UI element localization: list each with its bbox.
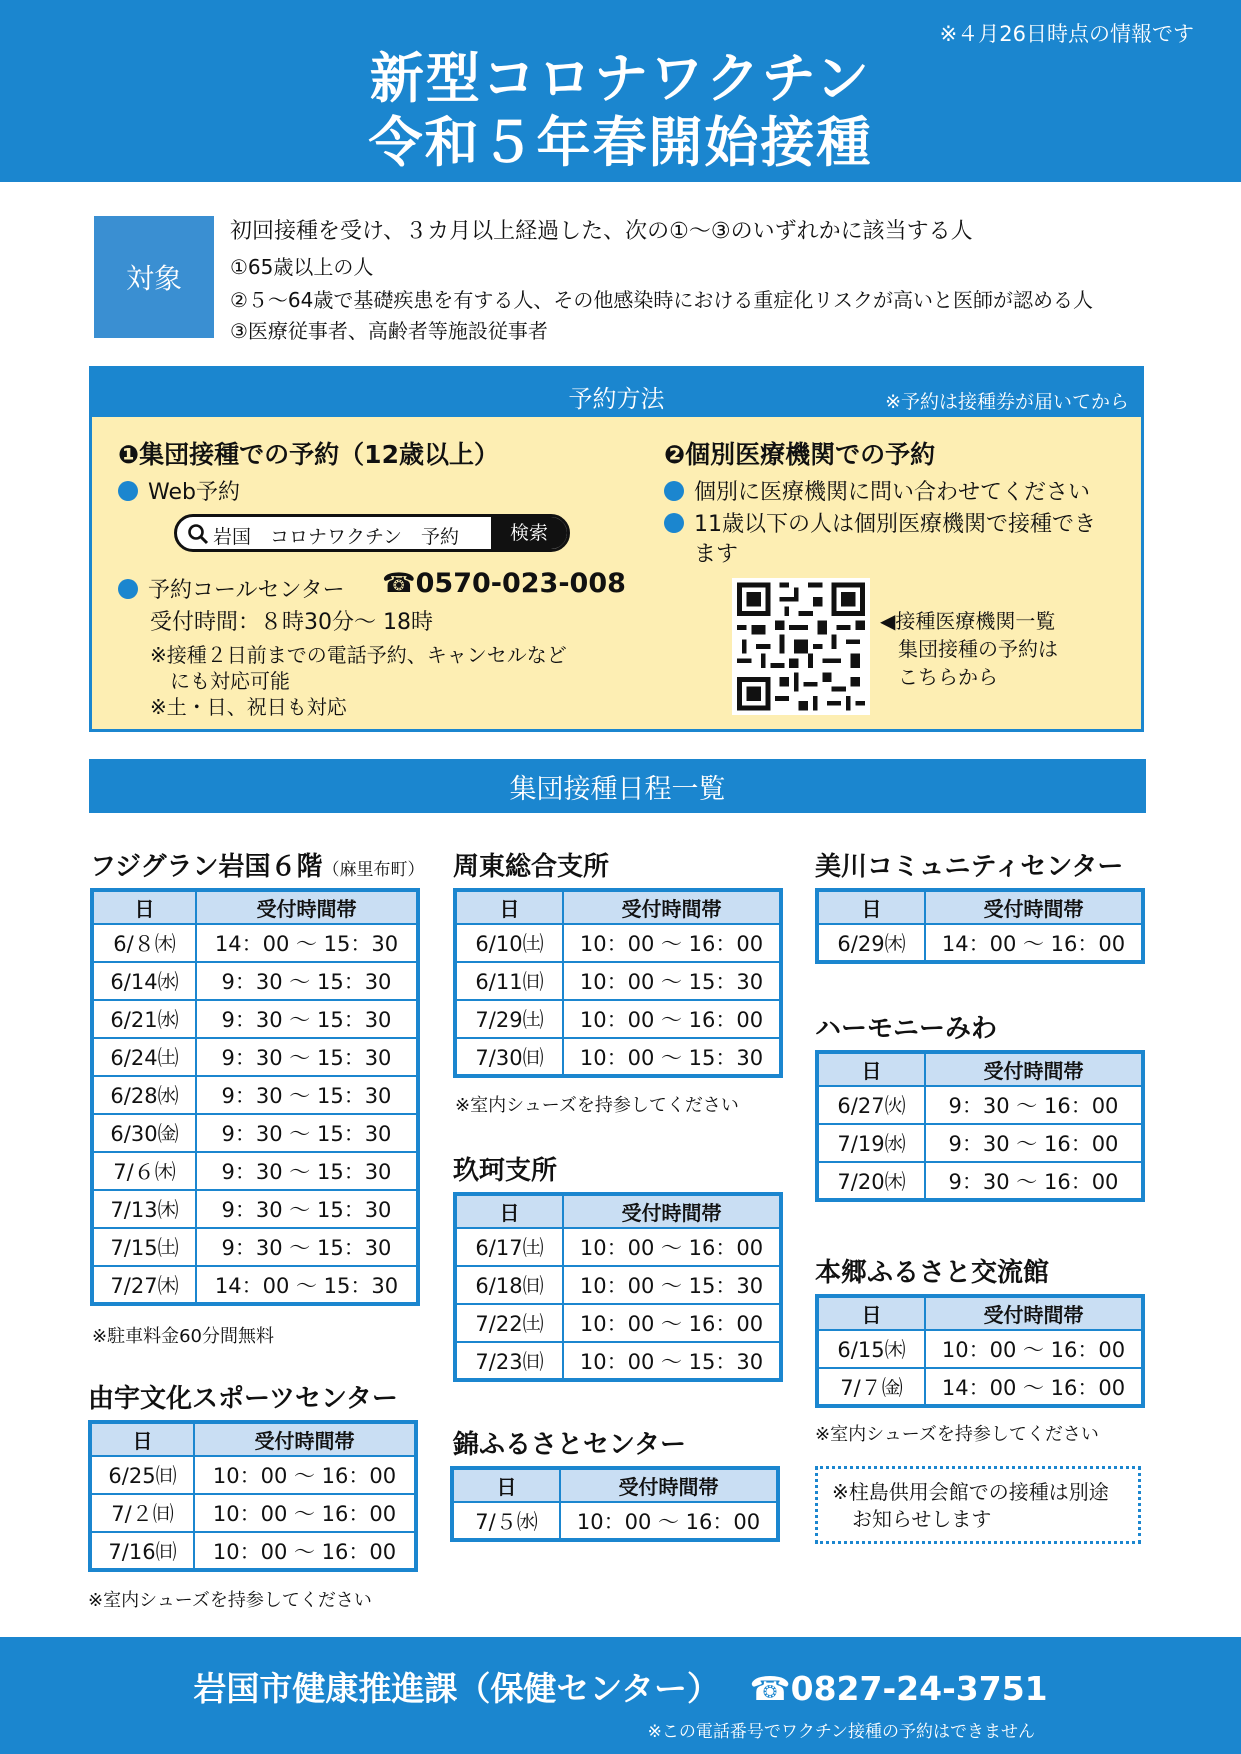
date-cell: 7/５㈬ [452,1502,560,1540]
time-cell: 10：00 ～ 15：30 [563,1038,781,1076]
footer-banner [0,1637,1241,1754]
table-row [455,1000,781,1038]
table-row [92,1266,418,1304]
column-header-day: 日 [817,890,925,924]
parking-note: ※駐車料金60分間無料 [92,1326,274,1347]
time-cell: 14：00 ～ 16：00 [925,924,1143,962]
table-header-row [90,1422,416,1456]
table-row [455,1342,781,1380]
time-cell: 9：30 ～ 15：30 [196,1114,418,1152]
call-center-note-cont: にも対応可能 [170,669,290,693]
page-title-line2: 令和５年春開始接種 [368,111,873,174]
qr-code[interactable] [732,578,870,715]
table-header-row [452,1468,778,1502]
venue-name-kuka: 玖珂支所 [453,1156,558,1186]
target-description: 初回接種を受け、３カ月以上経過した、次の①～③のいずれかに該当する人 [230,219,973,244]
reservation-title: 予約方法 [568,385,665,413]
bullet-icon [118,579,138,599]
table-row [90,1456,416,1494]
time-cell: 14：00 ～ 16：00 [925,1368,1143,1406]
column-header-time: 受付時間帯 [925,890,1143,924]
time-cell: 9：30 ～ 15：30 [196,1076,418,1114]
target-item: ③医療従事者、高齢者等施設従事者 [230,319,548,343]
venue-name-fuji [90,846,424,883]
venue-subname: （麻里布町） [322,860,425,880]
time-cell: 9：30 ～ 15：30 [196,962,418,1000]
hashirajima-note-line2: お知らせします [852,1507,992,1531]
column-header-time: 受付時間帯 [196,890,418,924]
date-cell: 7/22㈯ [455,1304,563,1342]
time-cell: 10：00 ～ 16：00 [925,1330,1143,1368]
hashirajima-notice [815,1466,1141,1544]
page-title-line1: 新型コロナワクチン [369,47,872,110]
time-cell: 10：00 ～ 16：00 [563,1228,781,1266]
call-center-item [118,573,345,604]
date-cell: 7/15㈯ [92,1228,196,1266]
column-header-day: 日 [817,1296,925,1330]
phone-note: ※この電話番号でワクチン接種の予約はできません [647,1722,1035,1742]
table-row [90,1532,416,1570]
qr-caption: こちらから [898,665,998,689]
date-cell: 7/13㈭ [92,1190,196,1228]
date-cell: 6/８㈭ [92,924,196,962]
schedule-table-yuu [88,1420,418,1572]
schedule-table-shuto [453,888,783,1078]
table-row [92,1228,418,1266]
table-row [92,1076,418,1114]
time-cell: 10：00 ～ 16：00 [563,1304,781,1342]
qr-caption: ◀接種医療機関一覧 [880,609,1056,633]
time-cell: 9：30 ～ 15：30 [196,1228,418,1266]
date-cell: 7/19㈬ [817,1124,925,1162]
date-cell: 7/27㈭ [92,1266,196,1304]
table-row [92,1000,418,1038]
table-row [817,924,1143,962]
table-row [92,962,418,1000]
column-header-time: 受付時間帯 [194,1422,416,1456]
table-row [817,1086,1143,1124]
time-cell: 9：30 ～ 15：30 [196,1190,418,1228]
venue-name-harmony: ハーモニーみわ [815,1014,998,1044]
column-header-time: 受付時間帯 [560,1468,778,1502]
table-row [452,1502,778,1540]
individual-item-text: 個別に医療機関に問い合わせてください [694,480,1091,505]
date-cell: 6/25㈰ [90,1456,194,1494]
search-box[interactable] [174,514,570,552]
column-header-day: 日 [817,1052,925,1086]
time-cell: 10：00 ～ 16：00 [194,1456,416,1494]
table-row [455,1038,781,1076]
table-row [817,1162,1143,1200]
date-cell: 6/14㈬ [92,962,196,1000]
date-cell: 7/20㈭ [817,1162,925,1200]
date-cell: 6/18㈰ [455,1266,563,1304]
qr-caption: 集団接種の予約は [898,637,1058,661]
venue-name-shuto: 周東総合支所 [453,852,610,882]
date-cell: 7/７㈮ [817,1368,925,1406]
table-row [817,1368,1143,1406]
header-banner [0,0,1241,182]
time-cell: 10：00 ～ 16：00 [194,1494,416,1532]
time-cell: 9：30 ～ 15：30 [196,1152,418,1190]
reservation-header [92,369,1141,417]
date-cell: 6/10㈯ [455,924,563,962]
date-cell: 7/23㈰ [455,1342,563,1380]
time-cell: 10：00 ～ 16：00 [194,1532,416,1570]
date-cell: 6/15㈭ [817,1330,925,1368]
date-cell: 6/30㈮ [92,1114,196,1152]
time-cell: 9：30 ～ 16：00 [925,1162,1143,1200]
table-row [92,1038,418,1076]
hashirajima-note-line1: ※柱島供用会館での接種は別途 [832,1480,1109,1504]
info-date-note: ※４月26日時点の情報です [939,22,1194,46]
call-center-label: 予約コールセンター [148,578,345,603]
table-header-row [455,1194,781,1228]
shoes-note: ※室内シューズを持参してください [88,1590,372,1611]
time-cell: 9：30 ～ 16：00 [925,1086,1143,1124]
contact-phone[interactable]: ☎0827-24-3751 [749,1669,1048,1708]
schedule-table-kuka [453,1192,783,1382]
table-row [92,1152,418,1190]
search-button[interactable]: 検索 [491,517,567,549]
date-cell: 7/２㈰ [90,1494,194,1532]
date-cell: 6/27㈫ [817,1086,925,1124]
table-row [455,1304,781,1342]
schedule-title: 集団接種日程一覧 [89,759,1146,813]
table-header-row [817,1296,1143,1330]
venue-name-mikawa: 美川コミュニティセンター [815,852,1124,882]
reservation-note: ※予約は接種券が届いてから [885,391,1129,413]
date-cell: 7/16㈰ [90,1532,194,1570]
table-row [455,1228,781,1266]
time-cell: 10：00 ～ 16：00 [560,1502,778,1540]
time-cell: 10：00 ～ 16：00 [563,1000,781,1038]
schedule-table-harmony [815,1050,1145,1202]
schedule-table-nishiki [450,1466,780,1542]
table-header-row [817,1052,1143,1086]
table-row [455,1266,781,1304]
bullet-icon [664,513,684,533]
column-header-day: 日 [90,1422,194,1456]
time-cell: 10：00 ～ 15：30 [563,1266,781,1304]
column-header-day: 日 [455,890,563,924]
column-header-day: 日 [452,1468,560,1502]
date-cell: 7/６㈭ [92,1152,196,1190]
time-cell: 10：00 ～ 16：00 [563,924,781,962]
web-reservation-label: Web予約 [148,480,240,505]
date-cell: 7/30㈰ [455,1038,563,1076]
venue-name-text: フジグラン岩国６階 [90,852,323,882]
target-item: ②５～64歳で基礎疾患を有する人、その他感染時における重症化リスクが高いと医師が認める人 [230,288,1093,312]
date-cell: 6/24㈯ [92,1038,196,1076]
group-reservation-heading: ❶集団接種での予約（12歳以上） [118,440,499,469]
call-center-hours: 受付時間：８時30分～ 18時 [150,610,433,635]
target-badge: 対象 [94,216,214,338]
reservation-panel [89,366,1144,732]
column-header-time: 受付時間帯 [563,1194,781,1228]
table-row [817,1124,1143,1162]
table-header-row [92,890,418,924]
date-cell: 6/28㈬ [92,1076,196,1114]
time-cell: 14：00 ～ 15：30 [196,1266,418,1304]
search-query[interactable]: 岩国 コロナワクチン 予約 [213,526,460,548]
shoes-note: ※室内シューズを持参してください [815,1424,1099,1445]
date-cell: 7/29㈯ [455,1000,563,1038]
date-cell: 6/17㈯ [455,1228,563,1266]
schedule-table-fuji [90,888,420,1306]
date-cell: 6/21㈬ [92,1000,196,1038]
time-cell: 9：30 ～ 16：00 [925,1124,1143,1162]
column-header-time: 受付時間帯 [563,890,781,924]
table-row [92,924,418,962]
column-header-time: 受付時間帯 [925,1296,1143,1330]
time-cell: 9：30 ～ 15：30 [196,1000,418,1038]
search-icon [187,523,209,549]
column-header-day: 日 [92,890,196,924]
individual-item-text: 11歳以下の人は個別医療機関で接種でき [694,512,1096,537]
department-name: 岩国市健康推進課（保健センター） [193,1669,721,1708]
bullet-icon [664,481,684,501]
time-cell: 10：00 ～ 15：30 [563,962,781,1000]
table-header-row [455,890,781,924]
table-row [817,1330,1143,1368]
date-cell: 6/29㈭ [817,924,925,962]
table-header-row [817,890,1143,924]
venue-name-nishiki: 錦ふるさとセンター [453,1430,686,1460]
column-header-day: 日 [455,1194,563,1228]
target-item: ①65歳以上の人 [230,255,374,279]
venue-name-hongo: 本郷ふるさと交流館 [815,1258,1050,1288]
table-row [92,1114,418,1152]
call-center-note: ※接種２日前までの電話予約、キャンセルなど [150,643,567,667]
bullet-icon [118,481,138,501]
individual-item-cont: ます [694,542,739,567]
venue-name-yuu: 由宇文化スポーツセンター [88,1384,398,1414]
call-center-phone: ☎0570-023-008 [382,568,626,599]
table-row [92,1190,418,1228]
column-header-time: 受付時間帯 [925,1052,1143,1086]
individual-item [664,507,1096,538]
schedule-table-hongo [815,1294,1145,1408]
table-row [455,924,781,962]
contact-line [0,1663,1241,1710]
schedule-table-mikawa [815,888,1145,964]
shoes-note: ※室内シューズを持参してください [455,1095,739,1116]
table-row [90,1494,416,1532]
time-cell: 9：30 ～ 15：30 [196,1038,418,1076]
weekend-note: ※土・日、祝日も対応 [150,695,347,719]
time-cell: 14：00 ～ 15：30 [196,924,418,962]
individual-item [664,475,1090,506]
web-reservation-item [118,475,240,506]
individual-reservation-heading: ❷個別医療機関での予約 [664,440,936,469]
table-row [455,962,781,1000]
date-cell: 6/11㈰ [455,962,563,1000]
time-cell: 10：00 ～ 15：30 [563,1342,781,1380]
